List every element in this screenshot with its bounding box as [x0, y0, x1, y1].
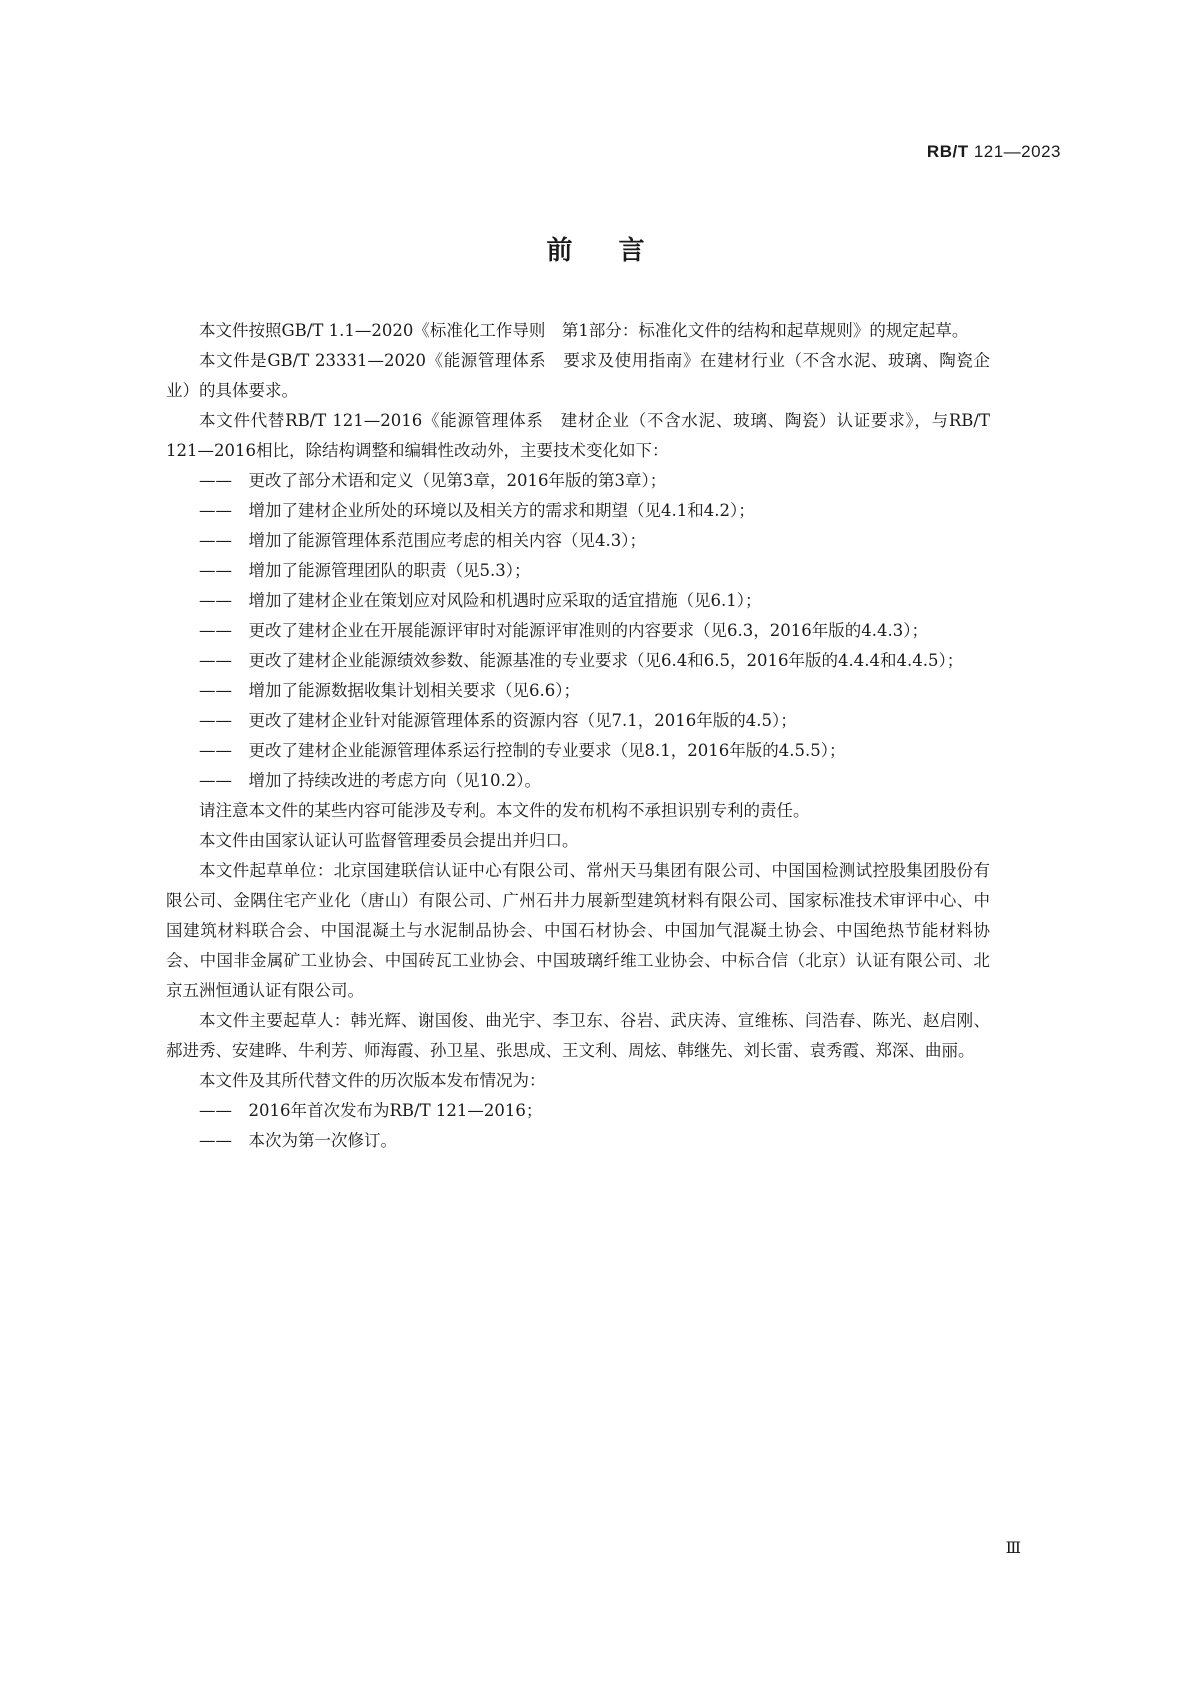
paragraph-scope: 本文件是GB/T 23331—2020《能源管理体系 要求及使用指南》在建材行业（不含水泥、玻璃、陶瓷企业）的具体要求。: [166, 351, 990, 400]
change-item: —— 更改了建材企业针对能源管理体系的资源内容（见7.1，2016年版的4.5）；: [199, 706, 990, 736]
dash-marker: ——: [199, 591, 232, 610]
dash-marker: ——: [199, 711, 232, 730]
change-item: —— 更改了建材企业能源绩效参数、能源基准的专业要求（见6.4和6.5，2016年版的4.4.4和4.4.5）；: [199, 646, 990, 676]
change-item: —— 增加了建材企业所处的环境以及相关方的需求和期望（见4.1和4.2）；: [199, 496, 990, 526]
document-code: [927, 142, 1061, 162]
change-item: —— 增加了能源数据收集计划相关要求（见6.6）；: [199, 676, 990, 706]
paragraph-patent-notice: 请注意本文件的某些内容可能涉及专利。本文件的发布机构不承担识别专利的责任。: [199, 801, 810, 820]
paragraph-drafting-organizations: 本文件起草单位：北京国建联信认证中心有限公司、常州天马集团有限公司、中国国检测试控股集团股份有限公司、金隅住宅产业化（唐山）有限公司、广州石井力展新型建筑材料有限公司、国家标准技术审评中心、中国建筑材料联合会、中国混凝土与水泥制品协会、中国石材协会、中国加气混凝土协会、中国绝热节能材料协会、中国非金属矿工业协会、中国砖瓦工业协会、中国玻璃纤维工业协会、中标合信（北京）认证有限公司、北京五洲恒通认证有限公司。: [166, 861, 990, 1000]
dash-marker: ——: [199, 1131, 232, 1150]
paragraph-version-history: 本文件及其所代替文件的历次版本发布情况为：: [199, 1071, 546, 1090]
foreword-body: [166, 316, 990, 1156]
document-code-number: 121—2023: [968, 142, 1061, 161]
dash-marker: ——: [199, 741, 232, 760]
page-number: Ⅲ: [1005, 1538, 1021, 1557]
change-item: —— 增加了能源管理团队的职责（见5.3）；: [199, 556, 990, 586]
dash-marker: ——: [199, 1101, 232, 1120]
page-title: 前言: [546, 236, 691, 266]
dash-marker: ——: [199, 621, 232, 640]
change-item: —— 增加了建材企业在策划应对风险和机遇时应采取的适宜措施（见6.1）；: [199, 586, 990, 616]
dash-marker: ——: [199, 651, 232, 670]
paragraph-drafting-basis: 本文件按照GB/T 1.1—2020《标准化工作导则 第1部分：标准化文件的结构和起草规则》的规定起草。: [199, 321, 969, 340]
change-item: —— 更改了建材企业在开展能源评审时对能源评审准则的内容要求（见6.3，2016年版的4.4.3）；: [199, 616, 990, 646]
history-item: —— 2016年首次发布为RB/T 121—2016；: [199, 1096, 990, 1126]
change-item: —— 更改了部分术语和定义（见第3章，2016年版的第3章）；: [199, 466, 990, 496]
dash-marker: ——: [199, 681, 232, 700]
change-item: —— 增加了持续改进的考虑方向（见10.2）。: [199, 766, 990, 796]
change-item: —— 增加了能源管理体系范围应考虑的相关内容（见4.3）；: [199, 526, 990, 556]
dash-marker: ——: [199, 531, 232, 550]
dash-marker: ——: [199, 561, 232, 580]
dash-marker: ——: [199, 501, 232, 520]
dash-marker: ——: [199, 771, 232, 790]
change-item: —— 更改了建材企业能源管理体系运行控制的专业要求（见8.1，2016年版的4.5.5）；: [199, 736, 990, 766]
document-code-prefix: RB/T: [926, 142, 969, 161]
dash-marker: ——: [199, 471, 232, 490]
paragraph-replacement: 本文件代替RB/T 121—2016《能源管理体系 建材企业（不含水泥、玻璃、陶瓷）认证要求》，与RB/T 121—2016相比，除结构调整和编辑性改动外，主要技术变化如下：: [166, 411, 990, 460]
history-item: —— 本次为第一次修订。: [199, 1126, 990, 1156]
paragraph-drafters: 本文件主要起草人：韩光辉、谢国俊、曲光宇、李卫东、谷岩、武庆涛、宣维栋、闫浩春、陈光、赵启刚、郝进秀、安建晔、牛利芳、师海霞、孙卫星、张思成、王文利、周炫、韩继先、刘长雷、袁秀霞、郑深、曲丽。: [166, 1011, 990, 1060]
paragraph-proposer: 本文件由国家认证认可监督管理委员会提出并归口。: [199, 831, 579, 850]
